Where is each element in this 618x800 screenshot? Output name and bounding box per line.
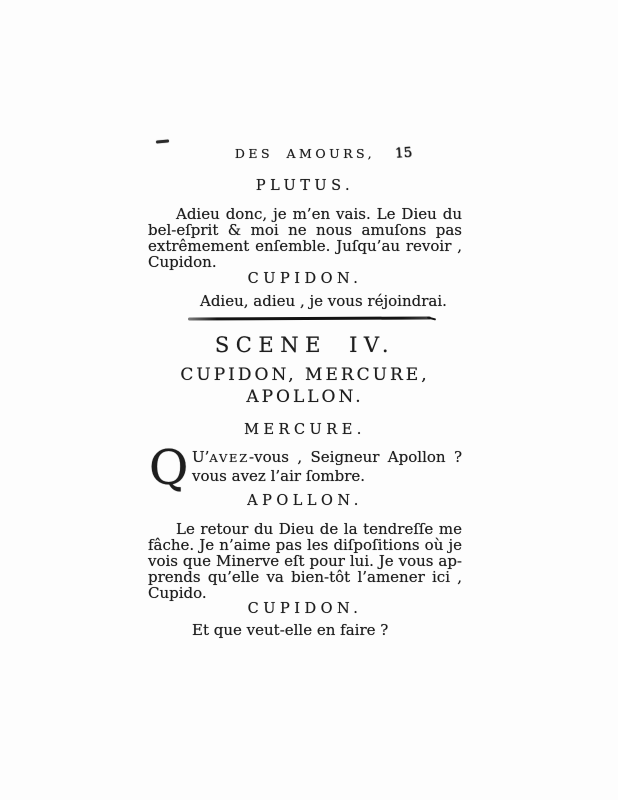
speech-line bbox=[148, 448, 462, 467]
speech-line: bel-eſprit & moi ne nous amuſons pas bbox=[148, 221, 462, 239]
speech-line: Le retour du Dieu de la tendreſſe me bbox=[176, 520, 462, 538]
speaker-heading-cupidon-2: CUPIDON. bbox=[247, 601, 363, 617]
running-header: DES AMOURS, bbox=[234, 146, 376, 161]
page-number: 15 bbox=[394, 144, 413, 162]
running-header-row bbox=[148, 146, 462, 164]
speech-line: vous avez l’air ſombre. bbox=[192, 467, 366, 485]
apollon-speech bbox=[148, 521, 462, 601]
speech-line: prends qu’elle va bien-tôt l’amener ici , bbox=[148, 568, 462, 586]
speaker-heading-cupidon: CUPIDON. bbox=[247, 271, 363, 287]
speech-line: Cupidon. bbox=[148, 253, 217, 271]
dropcap-initial-q: Q bbox=[149, 440, 189, 496]
ink-smudge-mark bbox=[156, 139, 169, 143]
plutus-speech bbox=[148, 206, 462, 270]
speech-line: Cupido. bbox=[148, 584, 207, 602]
scene-characters-line-1: CUPIDON, MERCURE, bbox=[180, 365, 430, 385]
speech-text-fragment: -vous , Seigneur Apollon ? bbox=[249, 448, 462, 466]
speech-line: vois que Minerve eſt pour lui. Je vous ap- bbox=[148, 552, 462, 570]
speech-cap-fragment: U’ bbox=[192, 448, 210, 466]
speaker-heading-mercure: MERCURE. bbox=[244, 422, 366, 438]
cupidon-speech bbox=[148, 293, 462, 309]
speech-line: extrêmement enſemble. Juſqu’au revoir , bbox=[148, 237, 462, 255]
speech-line: fâche. Je n’aime pas les diſpoſitions où je bbox=[148, 536, 462, 554]
mercure-speech bbox=[148, 440, 462, 496]
speaker-heading-plutus: PLUTUS. bbox=[255, 178, 355, 194]
scene-heading: SCENE IV. bbox=[214, 333, 396, 357]
speech-line: Adieu donc, je m’en vais. Le Dieu du bbox=[176, 205, 462, 223]
cupidon-speech-2 bbox=[148, 622, 462, 638]
speaker-heading-apollon: APOLLON. bbox=[247, 493, 363, 509]
speech-line: Adieu, adieu , je vous réjoindrai. bbox=[200, 292, 447, 310]
speech-smallcaps-fragment: AVEZ bbox=[209, 451, 250, 465]
speech-line: Et que veut-elle en faire ? bbox=[192, 621, 389, 639]
scene-divider-rule bbox=[188, 316, 431, 320]
scene-characters-line-2: APOLLON. bbox=[246, 387, 364, 407]
